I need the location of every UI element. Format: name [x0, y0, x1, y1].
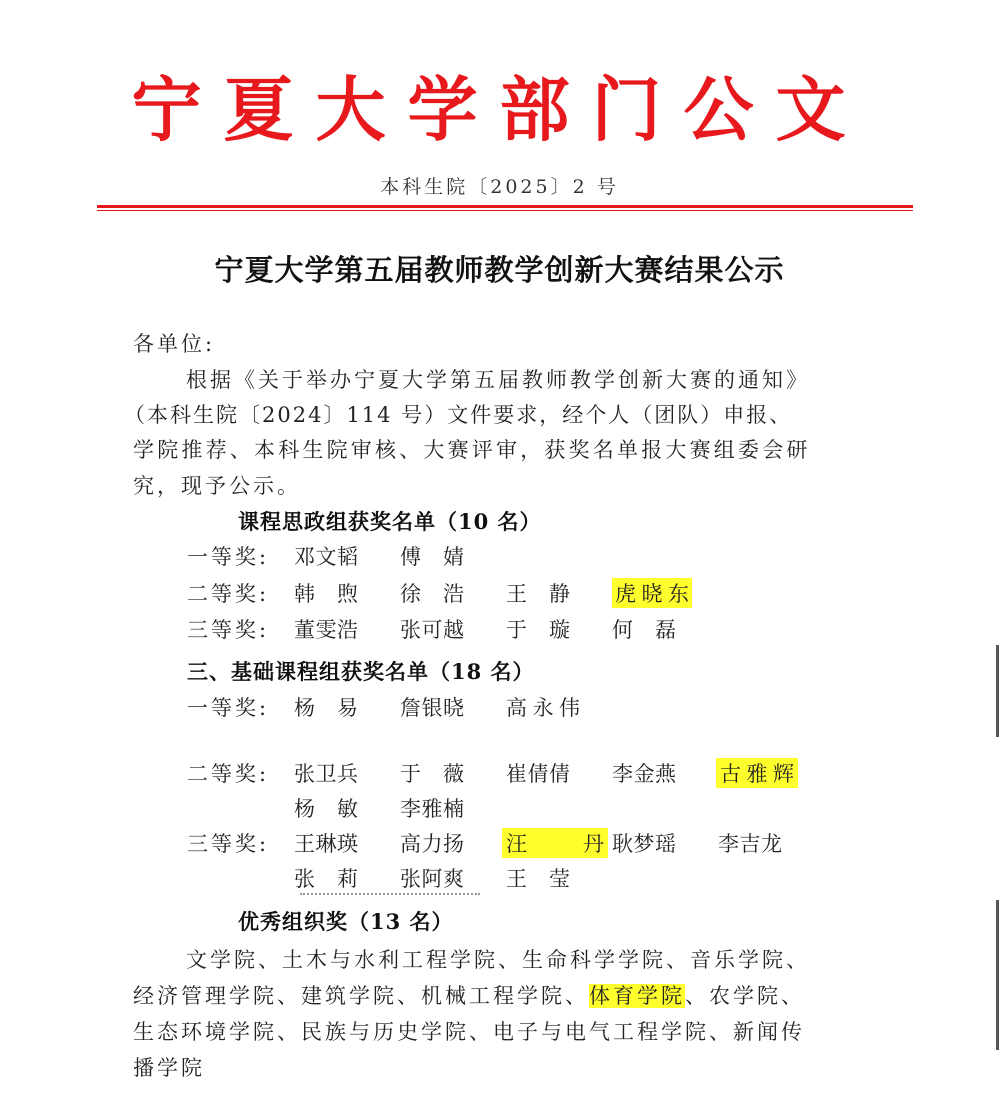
red-divider-thin — [97, 210, 913, 211]
awardee-name: 王 静 — [506, 582, 570, 606]
awardee-name: 王琳瑛 — [294, 832, 358, 856]
paragraph-line: 根据《关于举办宁夏大学第五届教师教学创新大赛的通知》 — [186, 368, 810, 392]
awardee-name: 张卫兵 — [294, 762, 358, 786]
awardee-name: 杨 敏 — [294, 797, 358, 821]
award-label-third: 三等奖: — [187, 618, 270, 642]
section-heading-organization: 优秀组织奖（13 名） — [238, 909, 454, 934]
awardee-name: 董雯浩 — [294, 618, 358, 642]
organization-line: 经济管理学院、建筑学院、机械工程学院、体育学院、农学院、 — [133, 984, 805, 1008]
award-label-second: 二等奖: — [187, 762, 270, 786]
organization-line: 文学院、土木与水利工程学院、生命科学学院、音乐学院、 — [186, 948, 810, 972]
award-label-third: 三等奖: — [187, 832, 270, 856]
clipped-text-fragment — [300, 893, 500, 898]
awardee-name: 王 莹 — [506, 867, 570, 891]
awardee-name: 邓文韬 — [294, 545, 358, 569]
awardee-name: 耿梦瑶 — [612, 832, 676, 856]
awardee-name: 崔倩倩 — [506, 762, 570, 786]
red-divider-thick — [97, 205, 913, 208]
paragraph-line: 学院推荐、本科生院审核、大赛评审，获奖名单报大赛组委会研 — [133, 438, 811, 462]
awardee-name: 何 磊 — [612, 618, 676, 642]
awardee-name: 詹银晓 — [400, 696, 464, 720]
award-label-first: 一等奖: — [187, 545, 270, 569]
awardee-name: 李雅楠 — [400, 797, 464, 821]
awardee-name: 张阿爽 — [400, 867, 464, 891]
awardee-name: 傅 婧 — [400, 545, 464, 569]
awardee-name: 高永伟 — [506, 696, 580, 720]
awardee-name: 徐 浩 — [400, 582, 464, 606]
award-label-first: 一等奖: — [187, 696, 270, 720]
awardee-name: 张 莉 — [294, 867, 358, 891]
awardee-name-highlighted: 古雅辉 — [716, 758, 798, 788]
awardee-name: 李金燕 — [612, 762, 676, 786]
awardee-name: 杨 易 — [294, 696, 358, 720]
org-header-title: 宁夏大学部门公文 — [131, 68, 868, 151]
salutation: 各单位: — [133, 332, 216, 356]
awardee-name: 于 璇 — [506, 618, 570, 642]
awardee-name: 李吉龙 — [718, 832, 782, 856]
awardee-name: 高力扬 — [400, 832, 464, 856]
awardee-name-highlighted: 虎晓东 — [612, 578, 692, 608]
award-label-second: 二等奖: — [187, 582, 270, 606]
organization-line: 生态环境学院、民族与历史学院、电子与电气工程学院、新闻传 — [133, 1020, 805, 1044]
announcement-title: 宁夏大学第五届教师教学创新大赛结果公示 — [214, 253, 785, 287]
paragraph-line: 究，现予公示。 — [133, 474, 301, 498]
awardee-name: 张可越 — [400, 618, 464, 642]
document-number: 本科生院〔2025〕2 号 — [380, 176, 619, 198]
section-heading-ideology: 课程思政组获奖名单（10 名） — [238, 509, 542, 534]
organization-highlighted: 体育学院 — [589, 984, 685, 1008]
paragraph-line: （本科生院〔2024〕114 号）文件要求，经个人（团队）申报、 — [124, 403, 793, 427]
awardee-name-highlighted: 汪 丹 — [502, 828, 608, 858]
organization-line: 播学院 — [133, 1056, 205, 1080]
awardee-name: 于 薇 — [400, 762, 464, 786]
section-heading-basic: 三、基础课程组获奖名单（18 名） — [187, 659, 535, 684]
awardee-name: 韩 煦 — [294, 582, 358, 606]
